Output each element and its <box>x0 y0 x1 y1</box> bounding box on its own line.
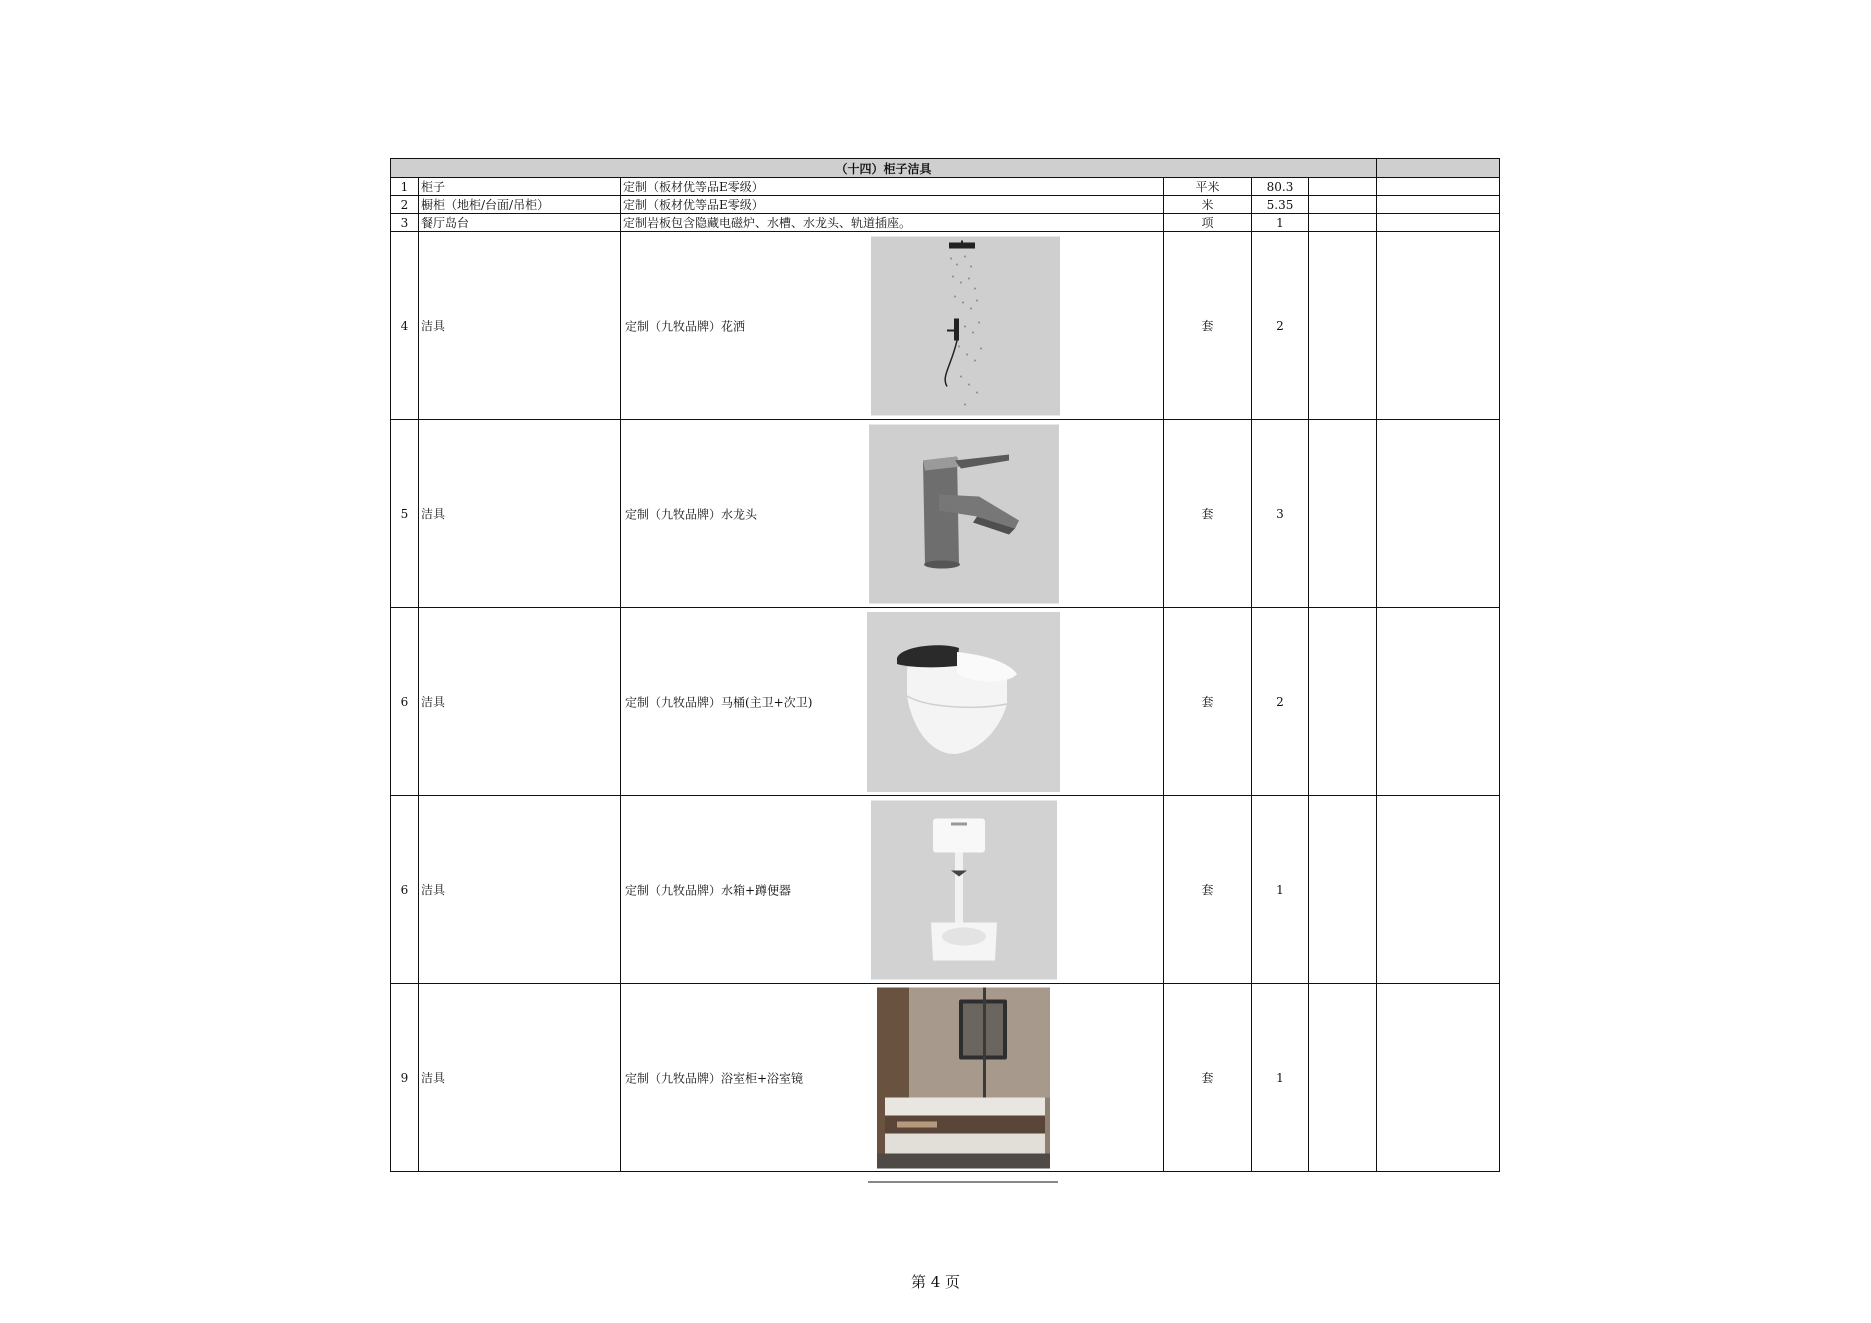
item-name: 洁具 <box>419 232 621 420</box>
item-unit: 米 <box>1164 196 1252 214</box>
item-name: 洁具 <box>419 796 621 984</box>
row-number: 4 <box>391 232 419 420</box>
item-description: 定制（九牧品牌）马桶(主卫+次卫) <box>625 695 813 709</box>
item-unit: 套 <box>1164 420 1252 608</box>
row-number: 9 <box>391 984 419 1172</box>
empty-cell <box>1309 984 1377 1172</box>
item-unit: 套 <box>1164 796 1252 984</box>
item-unit: 平米 <box>1164 178 1252 196</box>
table-row <box>391 984 1500 1172</box>
table-row <box>391 608 1500 796</box>
empty-cell <box>1377 196 1500 214</box>
empty-cell <box>1377 420 1500 608</box>
quote-sheet <box>390 158 1499 1172</box>
item-name: 洁具 <box>419 608 621 796</box>
row-number: 5 <box>391 420 419 608</box>
row-number: 3 <box>391 214 419 232</box>
empty-cell <box>1309 608 1377 796</box>
smart-toilet-photo <box>867 612 1060 792</box>
item-name: 柜子 <box>419 178 621 196</box>
item-name: 洁具 <box>419 420 621 608</box>
bathroom-vanity-photo <box>877 987 1050 1168</box>
item-quantity: 2 <box>1252 608 1309 796</box>
item-unit: 套 <box>1164 608 1252 796</box>
row-number: 6 <box>391 608 419 796</box>
item-quantity: 1 <box>1252 214 1309 232</box>
item-quantity: 1 <box>1252 984 1309 1172</box>
item-quantity: 5.35 <box>1252 196 1309 214</box>
item-quantity: 1 <box>1252 796 1309 984</box>
item-name: 洁具 <box>419 984 621 1172</box>
empty-cell <box>1309 420 1377 608</box>
empty-cell <box>1377 984 1500 1172</box>
section-title: （十四）柜子洁具 <box>391 159 1377 178</box>
item-unit: 套 <box>1164 984 1252 1172</box>
item-description: 定制岩板包含隐藏电磁炉、水槽、水龙头、轨道插座。 <box>621 214 1164 232</box>
item-name: 餐厅岛台 <box>419 214 621 232</box>
empty-cell <box>1377 608 1500 796</box>
empty-cell <box>1377 178 1500 196</box>
item-description: 定制（板材优等品E零级） <box>621 178 1164 196</box>
item-quantity: 80.3 <box>1252 178 1309 196</box>
item-name: 橱柜（地柜/台面/吊柜） <box>419 196 621 214</box>
empty-cell <box>1377 796 1500 984</box>
table-row <box>391 796 1500 984</box>
row-number: 6 <box>391 796 419 984</box>
table-row <box>391 214 1500 232</box>
item-description-cell <box>621 420 1164 608</box>
page-number: 第 4 页 <box>910 1273 961 1291</box>
item-quantity: 3 <box>1252 420 1309 608</box>
section-header-row <box>391 159 1500 178</box>
empty-cell <box>1309 178 1377 196</box>
item-description: 定制（九牧品牌）浴室柜+浴室镜 <box>625 1071 804 1085</box>
squat-toilet-tank-photo <box>871 800 1057 979</box>
item-description: 定制（九牧品牌）水龙头 <box>625 507 758 521</box>
faucet-photo <box>869 424 1059 603</box>
item-unit: 项 <box>1164 214 1252 232</box>
empty-cell <box>1309 214 1377 232</box>
empty-cell <box>1377 232 1500 420</box>
item-description-cell <box>621 232 1164 420</box>
item-description-cell <box>621 984 1164 1172</box>
item-description-cell <box>621 608 1164 796</box>
item-description: 定制（九牧品牌）水箱+蹲便器 <box>625 883 792 897</box>
empty-cell <box>1309 796 1377 984</box>
row-number: 2 <box>391 196 419 214</box>
table-row <box>391 232 1500 420</box>
table-row <box>391 420 1500 608</box>
shower-head-photo <box>871 236 1060 415</box>
item-quantity: 2 <box>1252 232 1309 420</box>
image-bottom-line <box>868 1181 1058 1183</box>
empty-cell <box>1377 214 1500 232</box>
item-description: 定制（板材优等品E零级） <box>621 196 1164 214</box>
item-unit: 套 <box>1164 232 1252 420</box>
empty-cell <box>1377 159 1500 178</box>
table-row <box>391 196 1500 214</box>
table-row <box>391 178 1500 196</box>
item-description: 定制（九牧品牌）花洒 <box>625 319 746 333</box>
empty-cell <box>1309 232 1377 420</box>
fixtures-table <box>390 158 1500 1172</box>
empty-cell <box>1309 196 1377 214</box>
row-number: 1 <box>391 178 419 196</box>
item-description-cell <box>621 796 1164 984</box>
